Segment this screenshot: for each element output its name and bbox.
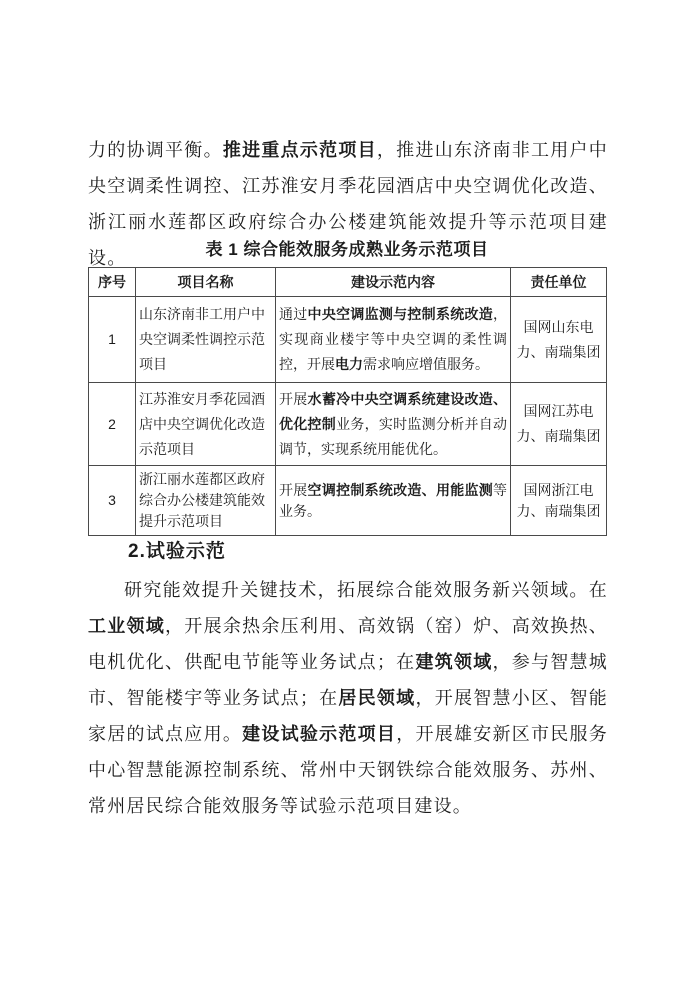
cell-content: 开展空调控制系统改造、用能监测等业务。 bbox=[276, 466, 511, 536]
cell-index: 2 bbox=[89, 383, 136, 466]
demo-projects-table bbox=[88, 267, 607, 536]
cell-responsible-unit: 国网江苏电力、南瑞集团 bbox=[511, 383, 607, 466]
table-header-row bbox=[89, 268, 607, 297]
intro-paragraph: 力的协调平衡。推进重点示范项目，推进山东济南非工用户中央空调柔性调控、江苏淮安月季花园酒店中央空调优化改造、浙江丽水莲都区政府综合办公楼建筑能效提升等示范项目建设。 bbox=[88, 140, 608, 268]
table-row bbox=[89, 383, 607, 466]
column-header-project-name: 项目名称 bbox=[136, 268, 276, 297]
column-header-unit: 责任单位 bbox=[511, 268, 607, 297]
section-heading: 2.试验示范 bbox=[128, 541, 226, 562]
table-row bbox=[89, 466, 607, 536]
cell-project-name: 江苏淮安月季花园酒店中央空调优化改造示范项目 bbox=[136, 383, 276, 466]
column-header-index: 序号 bbox=[89, 268, 136, 297]
table-title: 表 1 综合能效服务成熟业务示范项目 bbox=[205, 240, 489, 259]
cell-project-name: 浙江丽水莲都区政府综合办公楼建筑能效提升示范项目 bbox=[136, 466, 276, 536]
cell-responsible-unit: 国网浙江电力、南瑞集团 bbox=[511, 466, 607, 536]
cell-content: 开展水蓄冷中央空调系统建设改造、优化控制业务，实时监测分析并自动调节，实现系统用能优化。 bbox=[276, 383, 511, 466]
cell-index: 3 bbox=[89, 466, 136, 536]
cell-project-name: 山东济南非工用户中央空调柔性调控示范项目 bbox=[136, 297, 276, 383]
cell-content: 通过中央空调监测与控制系统改造，实现商业楼宇等中央空调的柔性调控，开展电力需求响应增值服务。 bbox=[276, 297, 511, 383]
body-paragraph: 研究能效提升关键技术，拓展综合能效服务新兴领域。在工业领域，开展余热余压利用、高效锅（窑）炉、高效换热、电机优化、供配电节能等业务试点；在建筑领域，参与智慧城市、智能楼宇等业务试点；在居民领域，开展智慧小区、智能家居的试点应用。建设试验示范项目，开展雄安新区市民服务中心智慧能源控制系统、常州中天钢铁综合能效服务、苏州、常州居民综合能效服务等试验示范项目建设。 bbox=[88, 580, 608, 816]
cell-index: 1 bbox=[89, 297, 136, 383]
table-row bbox=[89, 297, 607, 383]
cell-responsible-unit: 国网山东电力、南瑞集团 bbox=[511, 297, 607, 383]
column-header-content: 建设示范内容 bbox=[276, 268, 511, 297]
